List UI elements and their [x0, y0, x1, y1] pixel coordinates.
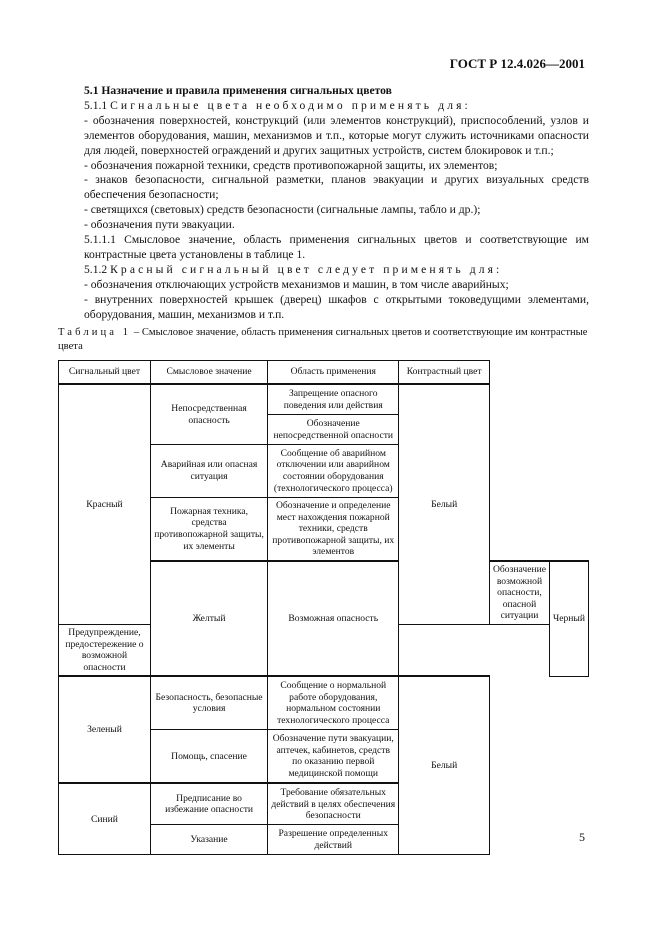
- meaning-cell: Помощь, спасение: [150, 730, 267, 784]
- meaning-cell: Предписание во избежание опасности: [150, 783, 267, 825]
- list-item: - обозначения поверхностей, конструкций (или элементов конструкций), приспособлений, узлов и элементов оборудования, машин, механизмов и т.п., которые могут служить источниками опасности для людей, поверхностей ограждений и других защитных устройств, систем блокировок и т.п.;: [84, 113, 589, 157]
- paragraph-lead-text: Красный сигнальный цвет следует применять для:: [110, 262, 503, 276]
- application-cell: Сообщение о нормальной работе оборудования, нормальном состоянии технологического процесса: [268, 676, 399, 730]
- signal-color-cell: Зеленый: [59, 676, 151, 783]
- list-item: - внутренних поверхностей крышек (дверец) шкафов с открытыми токоведущими элементами, оборудования, машин, механизмов и т.п.: [84, 292, 589, 321]
- paragraph-lead-text: Сигнальные цвета необходимо применять для:: [110, 98, 471, 112]
- meaning-cell: Непосредственная опасность: [150, 384, 267, 445]
- table-header-row: [59, 361, 589, 385]
- signal-colors-table: [58, 360, 589, 855]
- meaning-cell: Указание: [150, 825, 267, 855]
- application-cell: Предупреждение, предостережение о возможной опасности: [59, 624, 151, 676]
- paragraph-number: 5.1.1: [84, 98, 108, 112]
- application-cell: Разрешение определенных действий: [268, 825, 399, 855]
- list-item: - обозначения пути эвакуации.: [84, 218, 235, 232]
- meaning-cell: Безопасность, безопасные условия: [150, 676, 267, 730]
- table-caption-lead: Таблица 1: [58, 327, 132, 338]
- table-header: Смысловое значение: [150, 361, 267, 385]
- paragraph-number: 5.1.2: [84, 262, 108, 276]
- table-header: Контрастный цвет: [399, 361, 490, 385]
- signal-color-cell: Желтый: [150, 561, 267, 676]
- document-header: ГОСТ Р 12.4.026—2001: [449, 56, 585, 71]
- list-item: - обозначения отключающих устройств механизмов и машин, в том числе аварийных;: [84, 277, 509, 291]
- table-caption-text: – Смысловое значение, область применения сигнальных цветов и соответствующие им контрастные цвета: [58, 327, 588, 352]
- signal-color-cell: Красный: [59, 384, 151, 624]
- paragraph-5-1-1-1: 5.1.1.1 Смысловое значение, область применения сигнальных цветов и соответствующие им контрастные цвета установлены в таблице 1.: [84, 233, 589, 261]
- table-header: Сигнальный цвет: [59, 361, 151, 385]
- application-cell: Обозначение возможной опасности, опасной ситуации: [489, 561, 549, 624]
- list-item: - светящихся (световых) средств безопасности (сигнальные лампы, табло и др.);: [84, 203, 481, 217]
- section-title: 5.1 Назначение и правила применения сигнальных цветов: [84, 84, 392, 97]
- application-cell: Сообщение об аварийном отключении или аварийном состоянии оборудования (технологического процесса): [268, 445, 399, 498]
- contrast-color-cell: Черный: [549, 561, 588, 676]
- body-text: [84, 84, 589, 323]
- table-row: [59, 384, 589, 415]
- table-row: [59, 676, 589, 730]
- application-cell: Обозначение и определение мест нахождения пожарной техники, средств противопожарной защиты, их элементов: [268, 498, 399, 561]
- page-number: 5: [579, 830, 585, 844]
- paragraph-5-1-2: [84, 263, 589, 278]
- application-cell: Обозначение пути эвакуации, аптечек, кабинетов, средств по оказанию первой медицинской помощи: [268, 730, 399, 784]
- meaning-cell: Аварийная или опасная ситуация: [150, 445, 267, 498]
- application-cell: Обозначение непосредственной опасности: [268, 415, 399, 445]
- table-row: [59, 783, 589, 825]
- signal-color-cell: Синий: [59, 783, 151, 855]
- contrast-color-cell: Белый: [399, 676, 490, 855]
- table-caption: [58, 326, 588, 353]
- meaning-cell: Возможная опасность: [268, 561, 399, 676]
- meaning-cell: Пожарная техника, средства противопожарной защиты, их элементы: [150, 498, 267, 561]
- application-cell: Запрещение опасного поведения или действия: [268, 384, 399, 415]
- list-item: - знаков безопасности, сигнальной разметки, планов эвакуации и других визуальных средств обеспечения безопасности;: [84, 173, 589, 202]
- contrast-color-cell: Белый: [399, 384, 490, 624]
- application-cell: Требование обязательных действий в целях обеспечения безопасности: [268, 783, 399, 825]
- table-header: Область применения: [268, 361, 399, 385]
- list-item: - обозначения пожарной техники, средств противопожарной защиты, их элементов;: [84, 158, 498, 172]
- paragraph-5-1-1: [84, 99, 589, 114]
